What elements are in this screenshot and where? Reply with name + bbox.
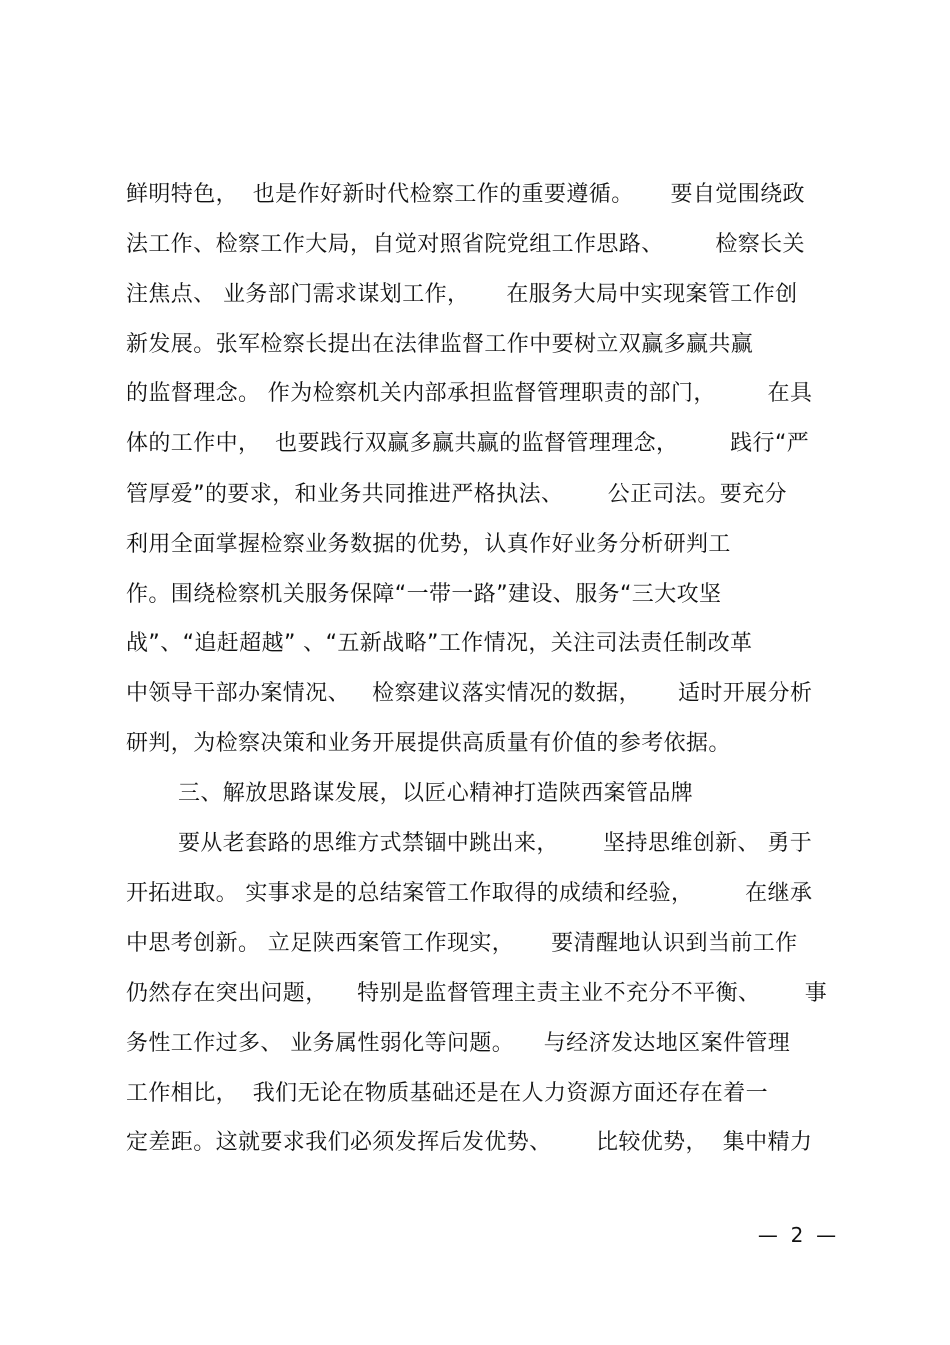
body-text-line: 中思考创新。 立足陕西案管工作现实， 要清醒地认识到当前工作: [126, 931, 798, 956]
body-text-line: 务性工作过多、 业务属性弱化等问题。 与经济发达地区案件管理: [126, 1031, 791, 1056]
body-text-line: 法工作、检察工作大局，自觉对照省院党组工作思路、 检察长关: [126, 232, 805, 257]
body-text-line: 要从老套路的思维方式禁锢中跳出来， 坚持思维创新、 勇于: [178, 831, 813, 856]
body-text-line: 管厚爱”的要求，和业务共同推进严格执法、 公正司法。要充分: [126, 482, 787, 507]
body-text-line: 研判，为检察决策和业务开展提供高质量有价值的参考依据。: [126, 731, 731, 756]
body-text-line: 仍然存在突出问题， 特别是监督管理主责主业不充分不平衡、 事: [126, 981, 828, 1006]
body-text-line: 开拓进取。 实事求是的总结案管工作取得的成绩和经验， 在继承: [126, 881, 813, 906]
section-heading: 三、解放思路谋发展，以匠心精神打造陕西案管品牌: [178, 781, 694, 806]
body-text-line: 的监督理念。 作为检察机关内部承担监督管理职责的部门， 在具: [126, 381, 813, 406]
body-text-line: 定差距。这就要求我们必须发挥后发优势、 比较优势， 集中精力: [126, 1130, 813, 1155]
page-number: — 2 —: [757, 1223, 837, 1247]
body-text-line: 新发展。张军检察长提出在法律监督工作中要树立双赢多赢共赢: [126, 332, 754, 357]
body-text-line: 注焦点、 业务部门需求谋划工作， 在服务大局中实现案管工作创: [126, 282, 798, 307]
body-text-line: 体的工作中， 也要践行双赢多赢共赢的监督管理理念， 践行“严: [126, 431, 810, 456]
body-text-line: 战”、“追赶超越” 、“五新战略”工作情况，关注司法责任制改革: [126, 631, 753, 656]
body-text-line: 工作相比， 我们无论在物质基础还是在人力资源方面还存在着一: [126, 1081, 768, 1106]
body-text-line: 中领导干部办案情况、 检察建议落实情况的数据， 适时开展分析: [126, 681, 813, 706]
body-text-line: 利用全面掌握检察业务数据的优势，认真作好业务分析研判工: [126, 532, 731, 557]
body-text-line: 作。围绕检察机关服务保障“一带一路”建设、服务“三大攻坚: [126, 582, 722, 607]
body-text-line: 鲜明特色， 也是作好新时代检察工作的重要遵循。 要自觉围绕政: [126, 182, 805, 207]
